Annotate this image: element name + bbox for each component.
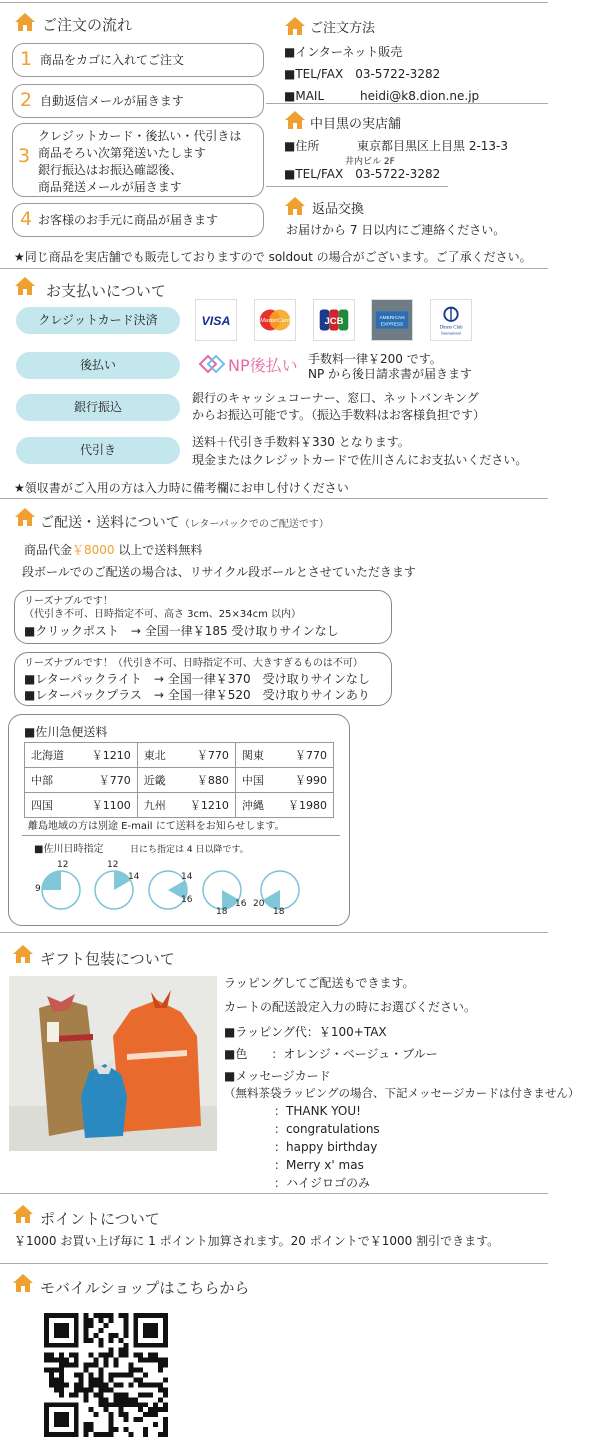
order-step-1-number: 1 xyxy=(20,48,33,70)
atobarai-line-2: NP から後日請求書が届きます xyxy=(308,367,473,381)
order-method-mail-label: ■MAIL xyxy=(284,89,325,103)
time-note: 日にち指定は 4 日以降です。 xyxy=(130,845,249,855)
rate-cell: 沖縄 ￥1980 xyxy=(235,793,333,818)
svg-text:MasterCard: MasterCard xyxy=(260,317,290,324)
free-shipping-amount: ￥8000 xyxy=(72,543,115,557)
order-step-3-number: 3 xyxy=(18,145,31,167)
gift-message-2: ：congratulations xyxy=(274,1122,380,1136)
visa-card-icon xyxy=(195,299,237,341)
rate-cell: 四国 ￥1100 xyxy=(25,793,138,818)
order-step-4-text: お客様のお手元に商品が届きます xyxy=(38,213,219,227)
clock-label: 18 xyxy=(273,907,285,917)
shipping-title-main: ご配送・送料について xyxy=(40,515,180,531)
store-address-label: ■住所 xyxy=(284,139,320,153)
order-step-4-number: 4 xyxy=(20,208,33,230)
order-method-mail[interactable]: heidi@k8.dion.ne.jp xyxy=(360,89,480,103)
clock-label: 16 xyxy=(235,899,247,909)
table-row xyxy=(25,768,334,793)
amex-card-icon xyxy=(371,299,413,341)
clock-label: 9 xyxy=(35,884,41,894)
diners-card-icon xyxy=(430,299,472,341)
order-step-1-text: 商品をカゴに入れてご注文 xyxy=(40,53,185,67)
cardboard-note: 段ボールでのご配送の場合は、リサイクル段ボールとさせていただきます xyxy=(22,565,416,579)
free-shipping-line xyxy=(24,542,202,558)
order-step-3-line-1: クレジットカード・後払い・代引きは xyxy=(38,129,242,143)
house-icon xyxy=(284,16,306,36)
rate-cell: 東北 ￥770 xyxy=(137,743,235,768)
gift-wrapping-photo xyxy=(9,976,217,1151)
gift-line-3: ■ラッピング代：￥100+TAX xyxy=(224,1025,387,1039)
order-step-3-line-2: 商品そろい次第発送いたします xyxy=(38,146,207,160)
house-icon xyxy=(284,110,306,130)
gift-line-2: カートの配送設定入力の時にお選びください。 xyxy=(224,1000,477,1014)
clock-18-20-icon xyxy=(259,869,301,911)
free-shipping-pre: 商品代金 xyxy=(24,543,73,557)
clock-label: 20 xyxy=(253,899,265,909)
store-building: 井内ビル 2F xyxy=(345,157,395,167)
time-title: ■佐川日時指定 xyxy=(34,844,104,855)
clock-9-12-icon xyxy=(40,869,82,911)
order-step-3-line-3: 銀行振込はお振込確認後、 xyxy=(38,163,183,177)
order-step-2-number: 2 xyxy=(20,89,33,111)
clock-label: 12 xyxy=(107,860,119,870)
house-icon xyxy=(14,12,36,32)
section-divider xyxy=(0,932,548,933)
sagawa-divider xyxy=(22,835,340,836)
cod-line-1: 送料＋代引き手数料￥330 となります。 xyxy=(192,435,410,449)
clock-label: 14 xyxy=(181,872,193,882)
gift-line-1: ラッピングしてご配送もできます。 xyxy=(224,976,415,990)
rate-cell: 北海道 ￥1210 xyxy=(25,743,138,768)
svg-text:EXPRESS: EXPRESS xyxy=(380,322,404,328)
clock-label: 16 xyxy=(181,895,193,905)
svg-text:VISA: VISA xyxy=(201,313,231,328)
cod-line-2: 現金またはクレジットカードで佐川さんにお支払いください。 xyxy=(192,453,528,467)
house-icon xyxy=(14,276,36,296)
store-address: 東京都目黒区上目黒 2-13-3 xyxy=(357,139,509,153)
order-step-3-line-4: 商品発送メールが届きます xyxy=(38,180,182,194)
letterpack-line-2: ■レターパックライト → 全国一律￥370 受け取りサインなし xyxy=(24,672,370,686)
gift-message-5: ：ハイジロゴのみ xyxy=(274,1176,371,1190)
gift-line-5: ■メッセージカード xyxy=(224,1069,331,1083)
house-icon xyxy=(14,507,36,527)
gift-message-1: ：THANK YOU! xyxy=(274,1104,361,1118)
clock-label: 12 xyxy=(57,860,69,870)
gift-message-3: ：happy birthday xyxy=(274,1140,378,1154)
points-title: ポイントについて xyxy=(40,1210,160,1228)
order-flow-title: ご注文の流れ xyxy=(42,16,133,34)
house-icon xyxy=(12,1273,34,1293)
section-divider xyxy=(0,498,548,499)
gift-line-4: ■色 ：オレンジ・ベージュ・ブルー xyxy=(224,1047,438,1061)
store-telfax: ■TEL/FAX 03-5722-3282 xyxy=(284,167,441,181)
returns-title: 返品交換 xyxy=(312,202,365,217)
store-title: 中目黒の実店舗 xyxy=(310,117,402,132)
store-divider xyxy=(266,186,448,187)
order-step-2-text: 自動返信メールが届きます xyxy=(40,94,184,108)
house-icon xyxy=(284,196,306,216)
receipt-note: ★領収書がご入用の方は入力時に備考欄にお申し付けください xyxy=(14,481,349,495)
shipping-title xyxy=(40,512,329,532)
shipping-title-sub: （レターパックでのご配送です） xyxy=(179,519,329,530)
letterpack-line-3: ■レターパックプラス → 全国一律￥520 受け取りサインあり xyxy=(24,688,370,702)
atobarai-line-1: 手数料一律￥200 です。 xyxy=(308,352,442,366)
free-shipping-post: 以上で送料無料 xyxy=(118,543,203,557)
payment-title: お支払いについて xyxy=(46,282,166,300)
rate-cell: 関東 ￥770 xyxy=(235,743,333,768)
bank-line-1: 銀行のキャッシュコーナー、窓口、ネットバンキング xyxy=(192,391,479,405)
section-divider xyxy=(0,1263,548,1264)
mobile-title: モバイルショップはこちらから xyxy=(40,1279,250,1297)
sagawa-title: ■佐川急便送料 xyxy=(24,725,108,739)
remote-island-note: 離島地域の方は別途 E-mail にて送料をお知らせします。 xyxy=(28,821,285,832)
gift-message-4: ：Merry x' mas xyxy=(274,1158,364,1172)
rate-cell: 中国 ￥990 xyxy=(235,768,333,793)
order-method-telfax: ■TEL/FAX 03-5722-3282 xyxy=(284,67,441,81)
returns-text: お届けから 7 日以内にご連絡ください。 xyxy=(286,223,506,237)
table-row xyxy=(25,793,334,818)
svg-text:Diners Club: Diners Club xyxy=(439,325,463,331)
credit-card-pill: クレジットカード決済 xyxy=(16,307,180,334)
svg-text:International: International xyxy=(441,331,461,336)
bank-transfer-pill: 銀行振込 xyxy=(16,394,180,421)
cod-pill: 代引き xyxy=(16,437,180,464)
sagawa-rate-table xyxy=(24,742,334,818)
np-atobarai-logo-text: NP後払い xyxy=(228,356,298,375)
letterpack-line-1: リーズナブルです！（代引き不可、日時指定不可、大きすぎるものは不可） xyxy=(24,658,363,669)
order-method-divider xyxy=(266,103,548,104)
points-text: ￥1000 お買い上げ毎に 1 ポイント加算されます。20 ポイントで￥1000 割引できます。 xyxy=(14,1234,500,1248)
clickpost-line-3: ■クリックポスト → 全国一律￥185 受け取りサインなし xyxy=(24,624,339,638)
svg-text:JCB: JCB xyxy=(324,315,344,327)
house-icon xyxy=(12,944,34,964)
clock-label: 18 xyxy=(216,907,228,917)
soldout-notice: ★同じ商品を実店舗でも販売しておりますので soldout の場合がございます。ご了承ください。 xyxy=(14,250,532,264)
order-method-title: ご注文方法 xyxy=(310,21,376,36)
clock-label: 14 xyxy=(128,872,140,882)
mobile-shop-qr-code[interactable] xyxy=(44,1313,168,1437)
order-method-internet: ■インターネット販売 xyxy=(284,45,403,59)
atobarai-pill: 後払い xyxy=(16,352,180,379)
svg-text:AMERICAN: AMERICAN xyxy=(379,316,405,322)
gift-line-6: （無料茶袋ラッピングの場合、下記メッセージカードは付きません） xyxy=(224,1086,580,1100)
rate-cell: 近畿 ￥880 xyxy=(137,768,235,793)
rate-cell: 九州 ￥1210 xyxy=(137,793,235,818)
jcb-card-icon xyxy=(313,299,355,341)
mastercard-icon xyxy=(254,299,296,341)
gift-title: ギフト包装について xyxy=(40,950,175,968)
clickpost-line-1: リーズナブルです！ xyxy=(24,596,113,607)
table-row xyxy=(25,743,334,768)
rate-cell: 中部 ￥770 xyxy=(25,768,138,793)
section-divider xyxy=(0,268,548,269)
top-divider xyxy=(0,2,548,3)
section-divider xyxy=(0,1193,548,1194)
house-icon xyxy=(12,1204,34,1224)
clickpost-line-2: （代引き不可、日時指定不可、高さ 3cm、25×34cm 以内） xyxy=(24,609,302,620)
bank-line-2: からお振込可能です。（振込手数料はお客様負担です） xyxy=(192,408,486,422)
